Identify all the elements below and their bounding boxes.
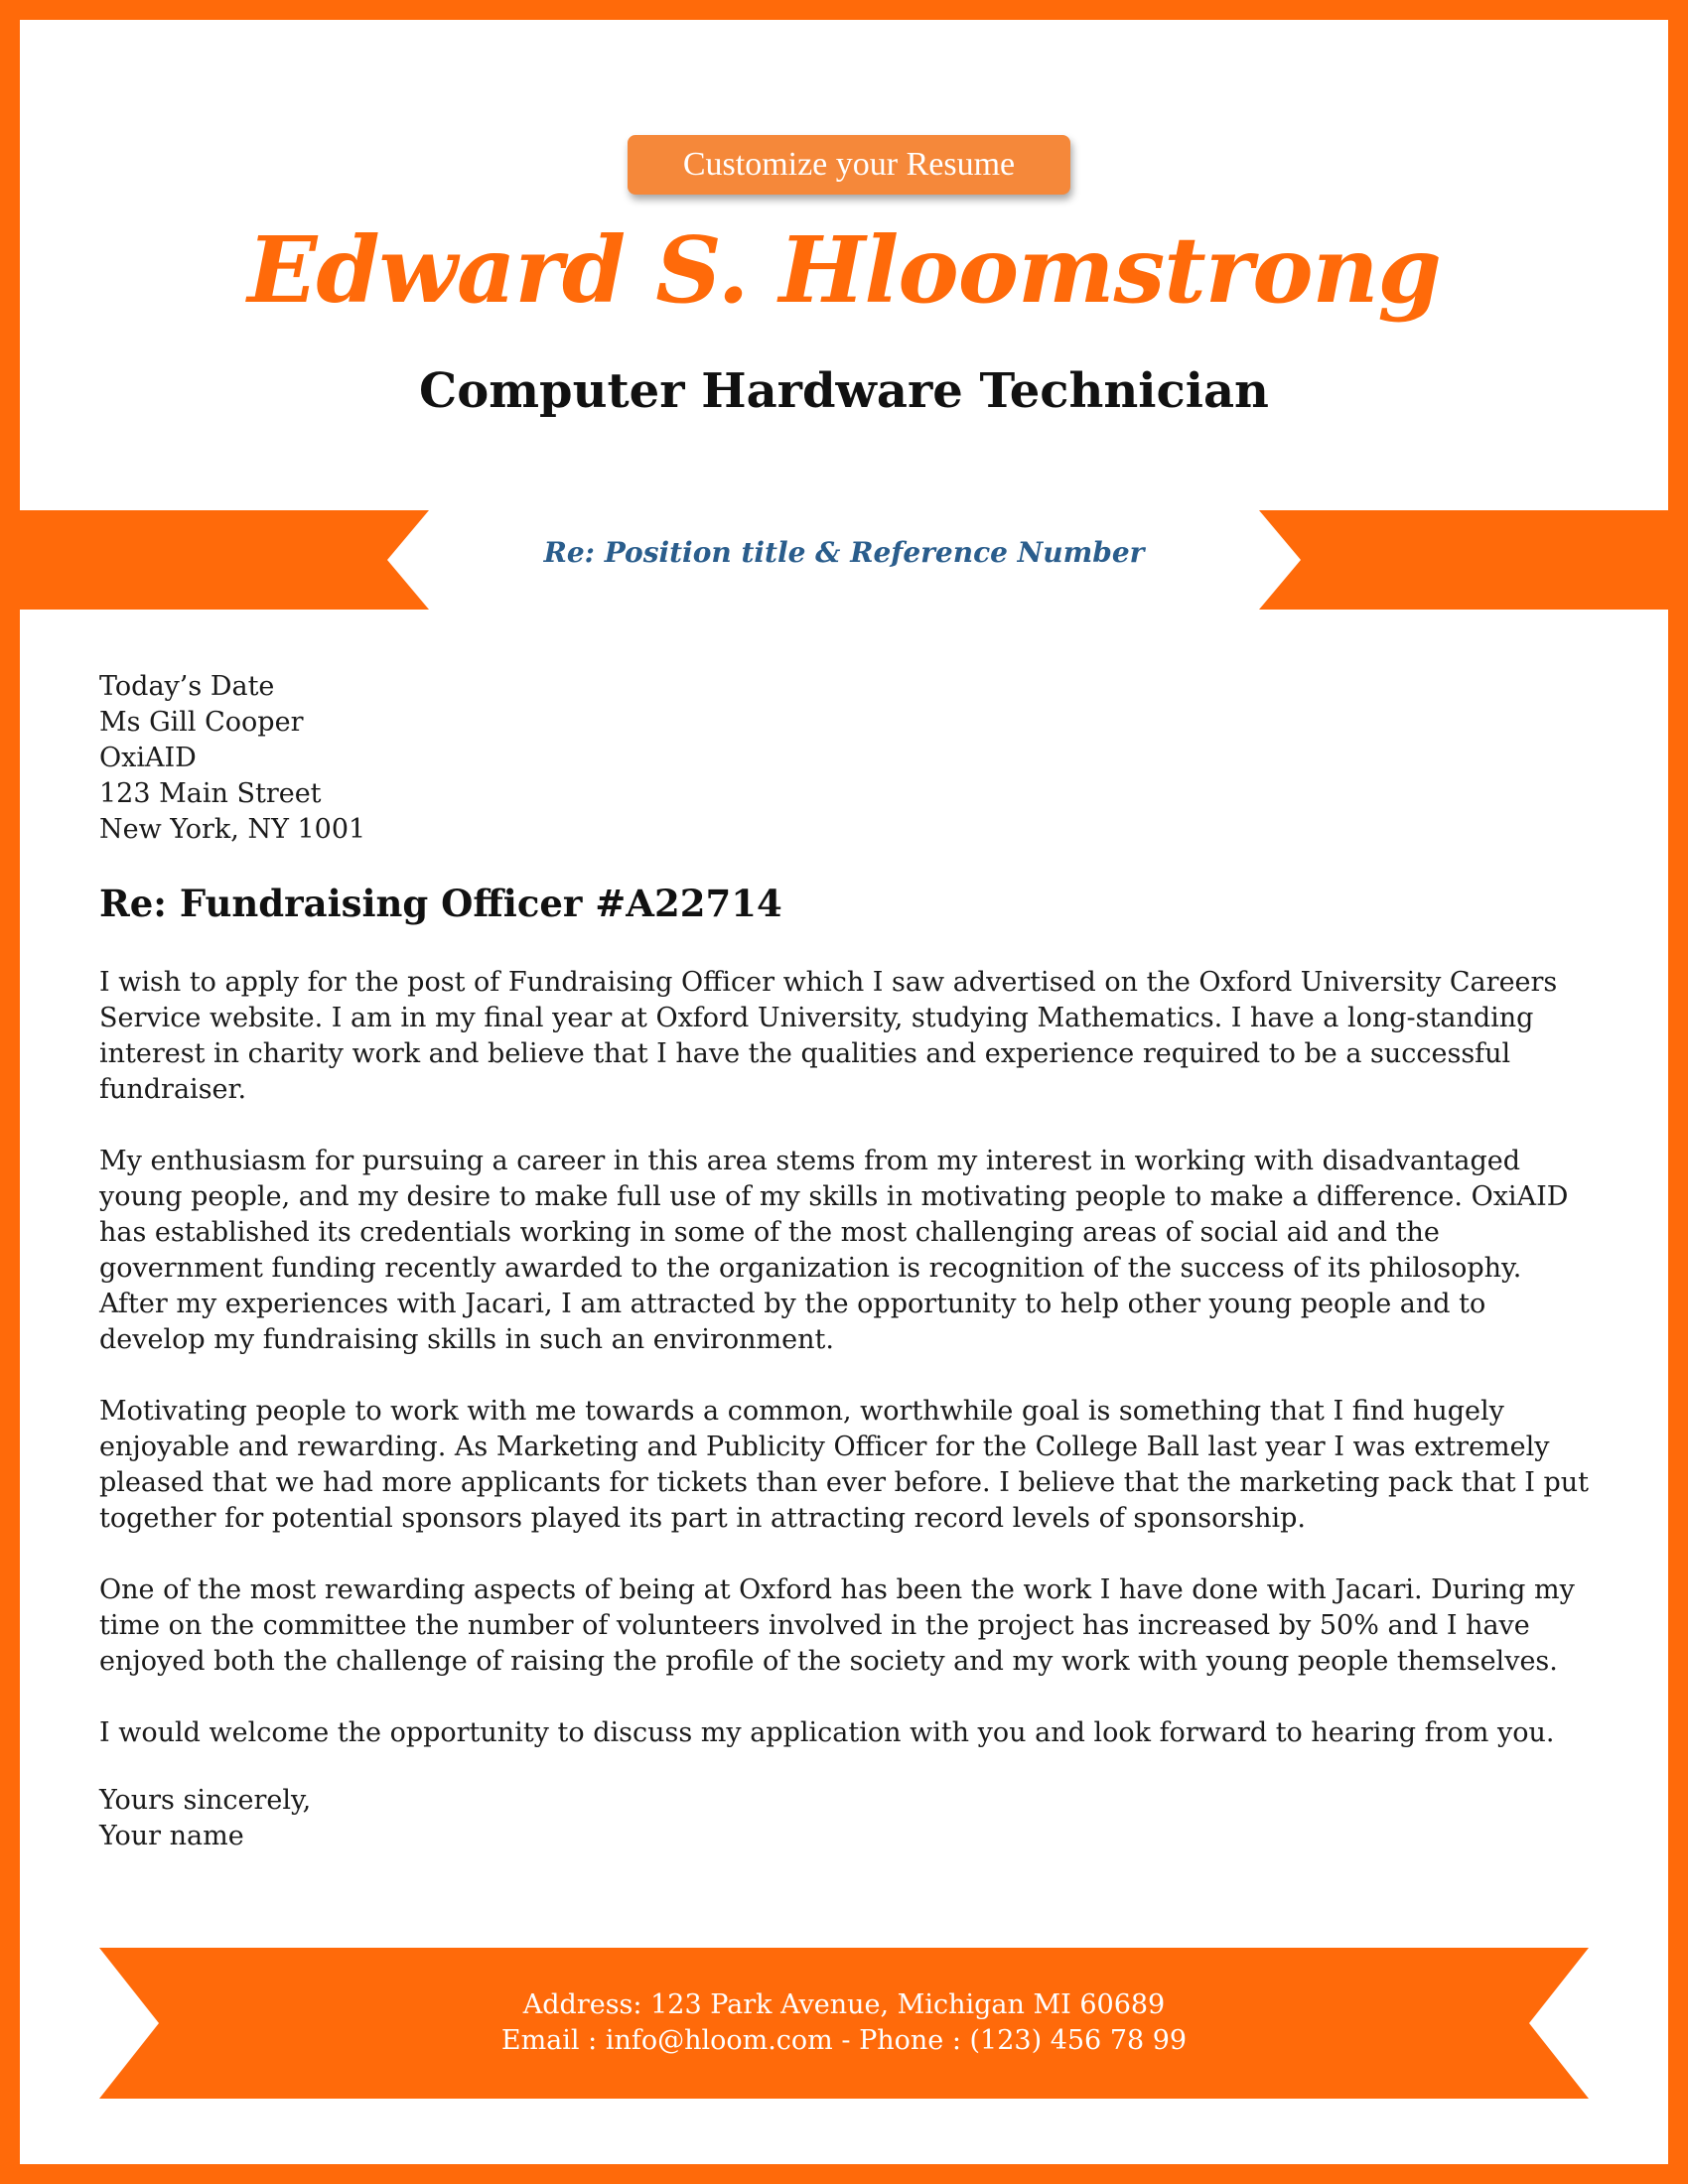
- closing-block: [99, 1783, 311, 1854]
- letter-subject: Re: Fundraising Officer #A22714: [99, 882, 782, 925]
- job-title: Computer Hardware Technician: [419, 363, 1269, 419]
- recipient-street: 123 Main Street: [99, 778, 322, 809]
- body-paragraph: Motivating people to work with me towards a common, worthwhile goal is something that I find hugely enjoyable and rewarding. As Marketing and Publicity Officer for the College Ball last year I was extremely pleased that we had more applicants for tickets than ever before. I believe that the marketing pack that I put together for potential sponsors played its part in attracting record levels of sponsorship.: [99, 1396, 1590, 1534]
- recipient-city: New York, NY 1001: [99, 814, 366, 845]
- footer-address: Address: 123 Park Avenue, Michigan MI 60689: [522, 1989, 1166, 2020]
- letter-body: [99, 965, 1589, 1787]
- recipient-name: Ms Gill Cooper: [99, 707, 304, 738]
- body-paragraph: One of the most rewarding aspects of being at Oxford has been the work I have done with Jacari. During my time on the committee the number of volunteers involved in the project has increased by 50% and I have enjoyed both the challenge of raising the profile of the society and my work with young people themselves.: [99, 1574, 1575, 1677]
- reference-line: Re: Position title & Reference Number: [543, 536, 1145, 569]
- footer-email-phone: Email : info@hloom.com - Phone : (123) 456 78 99: [500, 2025, 1188, 2056]
- letter-date: Today’s Date: [99, 671, 275, 702]
- closing-salutation: Yours sincerely,: [99, 1785, 312, 1816]
- body-paragraph: My enthusiasm for pursuing a career in this area stems from my interest in working with disadvantaged young people, and my desire to make full use of my skills in motivating people to make a difference. OxiAID has established its credentials working in some of the most challenging areas of social aid and the government funding recently awarded to the organization is recognition of the success of its philosophy. After my experiences with Jacari, I am attracted by the opportunity to help other young people and to develop my fundraising skills in such an environment.: [99, 1146, 1569, 1355]
- customize-resume-button[interactable]: Customize your Resume: [628, 135, 1070, 195]
- applicant-name: Edward S. Hloomstrong: [247, 216, 1441, 324]
- recipient-address-block: [99, 669, 365, 848]
- signature-name: Your name: [99, 1821, 244, 1851]
- body-paragraph: I wish to apply for the post of Fundraising Officer which I saw advertised on the Oxford University Careers Service website. I am in my final year at Oxford University, studying Mathematics. I have a long-standing interest in charity work and believe that I have the qualities and experience required to be a successful fundraiser.: [99, 967, 1558, 1105]
- footer-contact: [0, 1987, 1688, 2059]
- recipient-company: OxiAID: [99, 743, 197, 773]
- body-paragraph: I would welcome the opportunity to discuss my application with you and look forward to hearing from you.: [99, 1717, 1555, 1748]
